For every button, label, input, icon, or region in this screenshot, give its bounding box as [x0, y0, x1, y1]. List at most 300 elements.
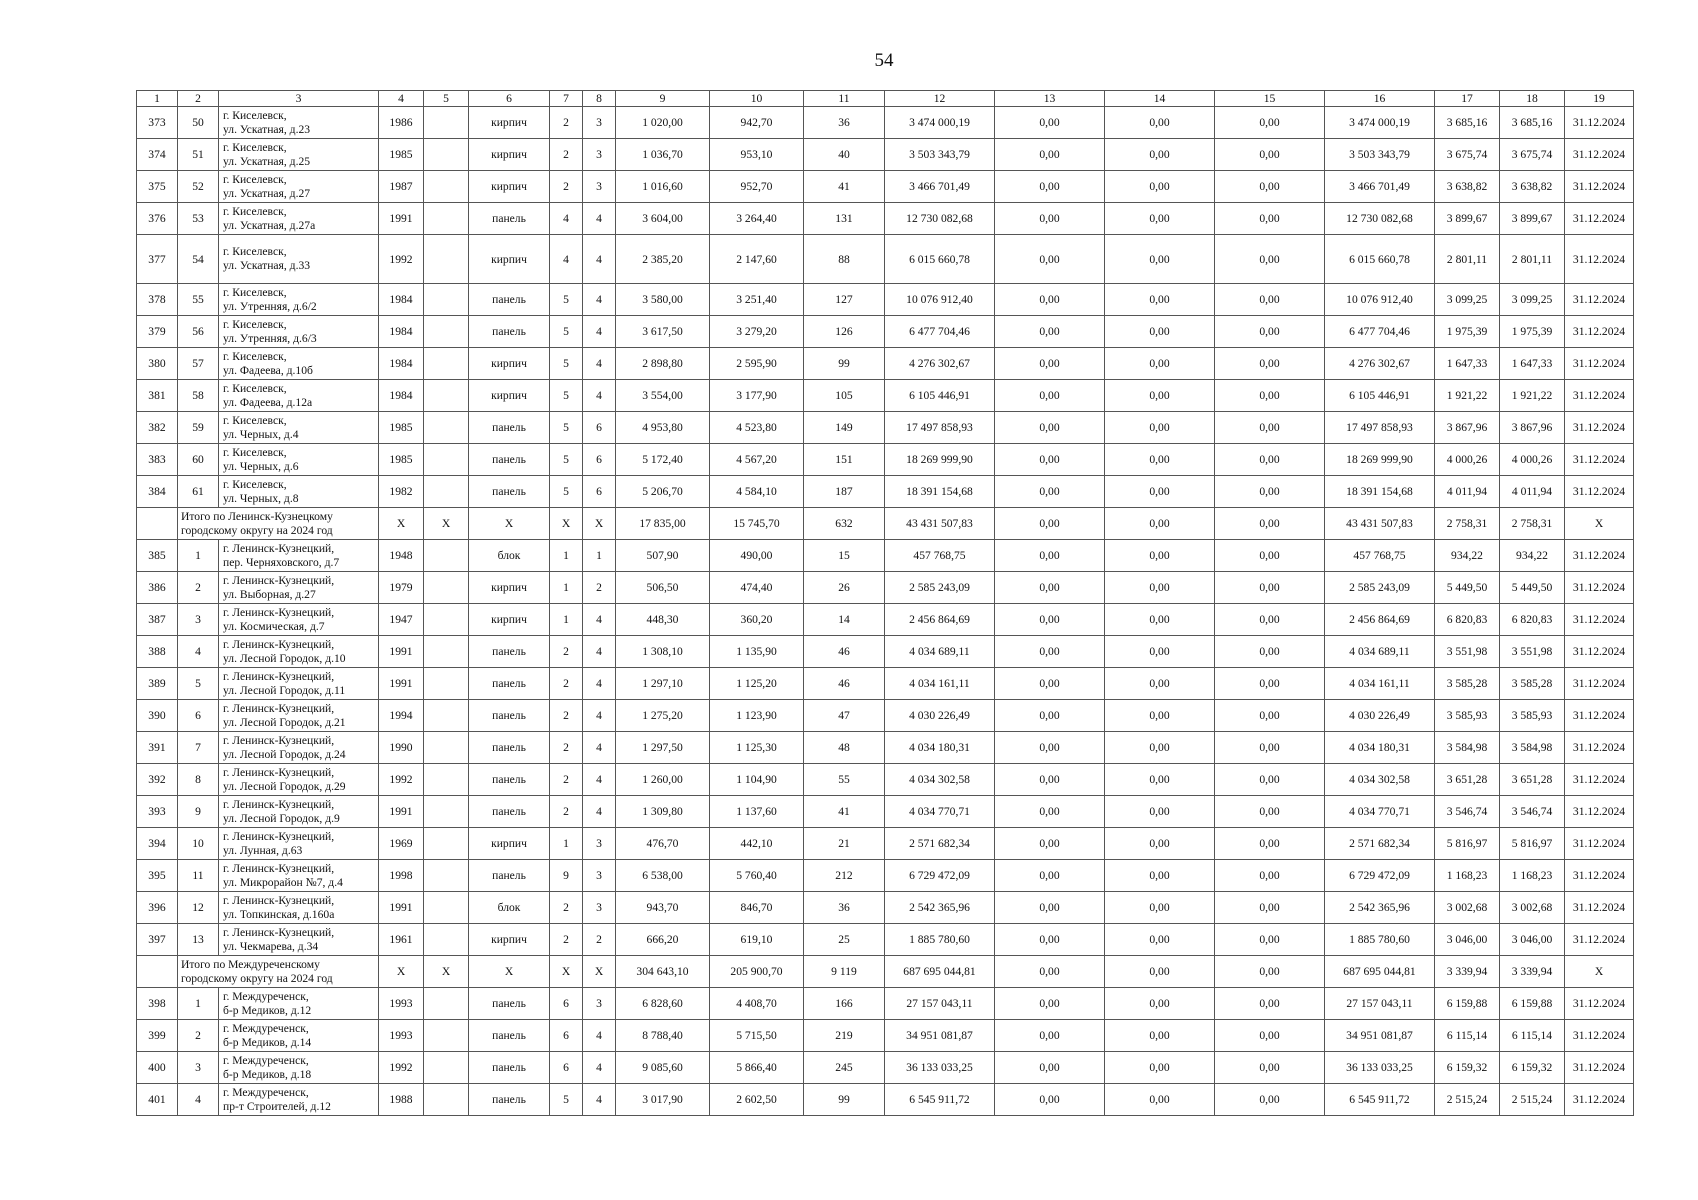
floors: 2 [550, 924, 583, 956]
row-number: 384 [137, 476, 178, 508]
total-area: 1 260,00 [616, 764, 710, 796]
residents: 25 [804, 924, 885, 956]
col5 [424, 476, 469, 508]
col16: 6 105 446,91 [1325, 380, 1435, 412]
index-in-district: 53 [178, 203, 219, 235]
total-area: 6 828,60 [616, 988, 710, 1020]
column-number: 13 [995, 91, 1105, 107]
index-in-district: 8 [178, 764, 219, 796]
row-number: 397 [137, 924, 178, 956]
index-in-district: 2 [178, 1020, 219, 1052]
year-built: 1992 [379, 764, 424, 796]
col13: 0,00 [995, 988, 1105, 1020]
table-row [137, 892, 1634, 924]
subtotal-label: Итого по Междуреченскому городскому округу на 2024 год [178, 956, 379, 988]
total-area: 17 835,00 [616, 508, 710, 540]
col5 [424, 828, 469, 860]
row-number: 393 [137, 796, 178, 828]
col15: 0,00 [1215, 764, 1325, 796]
row-number: 399 [137, 1020, 178, 1052]
address-street: ул. Ускатная, д.27 [223, 186, 311, 200]
address [219, 1052, 379, 1084]
index-in-district: 54 [178, 235, 219, 284]
col15: 0,00 [1215, 139, 1325, 171]
floors: 1 [550, 828, 583, 860]
col15: 0,00 [1215, 508, 1325, 540]
col15: 0,00 [1215, 796, 1325, 828]
col14: 0,00 [1105, 412, 1215, 444]
deadline: 31.12.2024 [1565, 988, 1634, 1020]
address-city: г. Междуреченск, [223, 1053, 309, 1067]
entrances: 4 [583, 235, 616, 284]
wall-material: X [469, 508, 550, 540]
residents: 36 [804, 892, 885, 924]
col13: 0,00 [995, 1084, 1105, 1116]
deadline: 31.12.2024 [1565, 476, 1634, 508]
floors: 5 [550, 380, 583, 412]
index-in-district: 61 [178, 476, 219, 508]
col15: 0,00 [1215, 171, 1325, 203]
col13: 0,00 [995, 316, 1105, 348]
col13: 0,00 [995, 348, 1105, 380]
year-built: 1991 [379, 668, 424, 700]
index-in-district: 11 [178, 860, 219, 892]
address-street: ул. Фадеева, д.12а [223, 395, 313, 409]
total-area: 8 788,40 [616, 1020, 710, 1052]
cost: 4 034 180,31 [885, 732, 995, 764]
address [219, 1020, 379, 1052]
column-number: 1 [137, 91, 178, 107]
living-area: 2 595,90 [710, 348, 804, 380]
year-built: 1991 [379, 892, 424, 924]
col5: X [424, 956, 469, 988]
address-street: ул. Ускатная, д.33 [223, 259, 311, 272]
deadline: 31.12.2024 [1565, 1020, 1634, 1052]
col14: 0,00 [1105, 1020, 1215, 1052]
col5 [424, 540, 469, 572]
wall-material: панель [469, 412, 550, 444]
address [219, 860, 379, 892]
wall-material: кирпич [469, 171, 550, 203]
table-row [137, 444, 1634, 476]
col14: 0,00 [1105, 107, 1215, 139]
wall-material: панель [469, 764, 550, 796]
living-area: 5 760,40 [710, 860, 804, 892]
col16: 2 571 682,34 [1325, 828, 1435, 860]
living-area: 442,10 [710, 828, 804, 860]
address [219, 284, 379, 316]
entrances: 4 [583, 316, 616, 348]
col15: 0,00 [1215, 604, 1325, 636]
col13: 0,00 [995, 203, 1105, 235]
wall-material: кирпич [469, 235, 550, 284]
col5 [424, 860, 469, 892]
wall-material: панель [469, 203, 550, 235]
total-area: 4 953,80 [616, 412, 710, 444]
year-built: 1982 [379, 476, 424, 508]
cost: 36 133 033,25 [885, 1052, 995, 1084]
col13: 0,00 [995, 764, 1105, 796]
col15: 0,00 [1215, 956, 1325, 988]
floors: 2 [550, 139, 583, 171]
address-city: г. Киселевск, [223, 172, 287, 186]
address-city: г. Ленинск-Кузнецкий, [223, 765, 335, 779]
deadline: 31.12.2024 [1565, 107, 1634, 139]
unit-cost-limit: 2 515,24 [1500, 1084, 1565, 1116]
deadline: 31.12.2024 [1565, 860, 1634, 892]
living-area: 1 104,90 [710, 764, 804, 796]
living-area: 952,70 [710, 171, 804, 203]
col16: 3 474 000,19 [1325, 107, 1435, 139]
residents: 632 [804, 508, 885, 540]
row-number: 373 [137, 107, 178, 139]
col16: 2 585 243,09 [1325, 572, 1435, 604]
unit-cost-limit: 3 675,74 [1500, 139, 1565, 171]
entrances: 4 [583, 636, 616, 668]
index-in-district: 3 [178, 1052, 219, 1084]
col16: 6 545 911,72 [1325, 1084, 1435, 1116]
year-built: 1985 [379, 444, 424, 476]
col14: 0,00 [1105, 988, 1215, 1020]
cost: 6 105 446,91 [885, 380, 995, 412]
subtotal-row [137, 956, 1634, 988]
col13: 0,00 [995, 636, 1105, 668]
unit-cost: 5 449,50 [1435, 572, 1500, 604]
address-street: ул. Ускатная, д.27а [223, 218, 316, 232]
table-row [137, 668, 1634, 700]
floors: 5 [550, 284, 583, 316]
address-city: г. Киселевск, [223, 381, 287, 395]
living-area: 1 125,20 [710, 668, 804, 700]
residents: 219 [804, 1020, 885, 1052]
entrances: 4 [583, 732, 616, 764]
unit-cost: 3 551,98 [1435, 636, 1500, 668]
floors: 1 [550, 604, 583, 636]
col16: 43 431 507,83 [1325, 508, 1435, 540]
residents: 131 [804, 203, 885, 235]
row-number: 381 [137, 380, 178, 412]
table-row [137, 796, 1634, 828]
col14: 0,00 [1105, 764, 1215, 796]
col14: 0,00 [1105, 636, 1215, 668]
table-row [137, 348, 1634, 380]
address-street: ул. Лунная, д.63 [223, 843, 303, 857]
col5 [424, 444, 469, 476]
wall-material: кирпич [469, 572, 550, 604]
deadline: 31.12.2024 [1565, 444, 1634, 476]
address-street: ул. Топкинская, д.160а [223, 907, 335, 921]
col16: 36 133 033,25 [1325, 1052, 1435, 1084]
living-area: 3 264,40 [710, 203, 804, 235]
column-number: 10 [710, 91, 804, 107]
residents: 99 [804, 1084, 885, 1116]
cost: 6 729 472,09 [885, 860, 995, 892]
floors: 2 [550, 796, 583, 828]
deadline: 31.12.2024 [1565, 700, 1634, 732]
residents: 151 [804, 444, 885, 476]
living-area: 3 279,20 [710, 316, 804, 348]
deadline: 31.12.2024 [1565, 235, 1634, 284]
col16: 6 729 472,09 [1325, 860, 1435, 892]
cost: 3 466 701,49 [885, 171, 995, 203]
unit-cost-limit: 934,22 [1500, 540, 1565, 572]
column-number: 3 [219, 91, 379, 107]
unit-cost: 6 820,83 [1435, 604, 1500, 636]
address-city: г. Ленинск-Кузнецкий, [223, 925, 335, 939]
col13: 0,00 [995, 1020, 1105, 1052]
wall-material: панель [469, 284, 550, 316]
address [219, 444, 379, 476]
table-row [137, 732, 1634, 764]
entrances: 4 [583, 1020, 616, 1052]
address-city: г. Междуреченск, [223, 1021, 309, 1035]
wall-material: кирпич [469, 828, 550, 860]
col13: 0,00 [995, 139, 1105, 171]
col15: 0,00 [1215, 235, 1325, 284]
col15: 0,00 [1215, 412, 1325, 444]
address [219, 988, 379, 1020]
year-built: 1969 [379, 828, 424, 860]
residents: 149 [804, 412, 885, 444]
table-body [137, 91, 1634, 1116]
wall-material: панель [469, 700, 550, 732]
table-row [137, 572, 1634, 604]
address-city: г. Киселевск, [223, 245, 287, 258]
cost: 4 276 302,67 [885, 348, 995, 380]
address [219, 107, 379, 139]
year-built: 1979 [379, 572, 424, 604]
col5 [424, 1052, 469, 1084]
address [219, 732, 379, 764]
living-area: 953,10 [710, 139, 804, 171]
col13: 0,00 [995, 956, 1105, 988]
residents: 245 [804, 1052, 885, 1084]
table-row [137, 235, 1634, 284]
table-row [137, 604, 1634, 636]
residents: 212 [804, 860, 885, 892]
col16: 6 015 660,78 [1325, 235, 1435, 284]
cost: 457 768,75 [885, 540, 995, 572]
address-street: ул. Черных, д.4 [223, 427, 299, 441]
deadline: 31.12.2024 [1565, 828, 1634, 860]
floors: 2 [550, 171, 583, 203]
address-city: г. Киселевск, [223, 204, 287, 218]
living-area: 1 135,90 [710, 636, 804, 668]
col14: 0,00 [1105, 203, 1215, 235]
col14: 0,00 [1105, 700, 1215, 732]
entrances: 2 [583, 572, 616, 604]
col13: 0,00 [995, 732, 1105, 764]
cost: 17 497 858,93 [885, 412, 995, 444]
floors: 1 [550, 540, 583, 572]
living-area: 1 137,60 [710, 796, 804, 828]
col15: 0,00 [1215, 1084, 1325, 1116]
col16: 4 034 770,71 [1325, 796, 1435, 828]
col13: 0,00 [995, 604, 1105, 636]
floors: 4 [550, 235, 583, 284]
unit-cost: 1 647,33 [1435, 348, 1500, 380]
year-built: 1987 [379, 171, 424, 203]
total-area: 1 297,10 [616, 668, 710, 700]
deadline: 31.12.2024 [1565, 572, 1634, 604]
table-row [137, 1084, 1634, 1116]
entrances: 4 [583, 764, 616, 796]
col16: 4 030 226,49 [1325, 700, 1435, 732]
living-area: 5 715,50 [710, 1020, 804, 1052]
empty-cell [137, 508, 178, 540]
residents: 166 [804, 988, 885, 1020]
residents: 15 [804, 540, 885, 572]
unit-cost: 6 159,32 [1435, 1052, 1500, 1084]
total-area: 5 206,70 [616, 476, 710, 508]
residents: 26 [804, 572, 885, 604]
address-city: г. Ленинск-Кузнецкий, [223, 637, 335, 651]
wall-material: блок [469, 540, 550, 572]
living-area: 15 745,70 [710, 508, 804, 540]
year-built: 1985 [379, 139, 424, 171]
floors: 2 [550, 732, 583, 764]
residents: 9 119 [804, 956, 885, 988]
col5 [424, 380, 469, 412]
col14: 0,00 [1105, 235, 1215, 284]
col15: 0,00 [1215, 203, 1325, 235]
col14: 0,00 [1105, 572, 1215, 604]
index-in-district: 4 [178, 636, 219, 668]
unit-cost: 4 000,26 [1435, 444, 1500, 476]
col13: 0,00 [995, 668, 1105, 700]
year-built: 1947 [379, 604, 424, 636]
row-number: 386 [137, 572, 178, 604]
year-built: 1986 [379, 107, 424, 139]
col14: 0,00 [1105, 284, 1215, 316]
deadline: 31.12.2024 [1565, 348, 1634, 380]
col15: 0,00 [1215, 284, 1325, 316]
column-number: 14 [1105, 91, 1215, 107]
row-number: 378 [137, 284, 178, 316]
col13: 0,00 [995, 700, 1105, 732]
entrances: 4 [583, 380, 616, 412]
col16: 18 269 999,90 [1325, 444, 1435, 476]
deadline: 31.12.2024 [1565, 892, 1634, 924]
total-area: 1 275,20 [616, 700, 710, 732]
unit-cost: 3 339,94 [1435, 956, 1500, 988]
year-built: 1998 [379, 860, 424, 892]
col16: 2 456 864,69 [1325, 604, 1435, 636]
unit-cost-limit: 5 816,97 [1500, 828, 1565, 860]
page-number: 54 [874, 50, 894, 71]
total-area: 1 309,80 [616, 796, 710, 828]
table-row [137, 107, 1634, 139]
row-number: 375 [137, 171, 178, 203]
unit-cost: 3 899,67 [1435, 203, 1500, 235]
wall-material: панель [469, 1052, 550, 1084]
total-area: 3 580,00 [616, 284, 710, 316]
address-street: ул. Лесной Городок, д.21 [223, 715, 346, 729]
address [219, 316, 379, 348]
address-street: ул. Чекмарева, д.34 [223, 939, 319, 953]
entrances: 4 [583, 1084, 616, 1116]
cost: 6 545 911,72 [885, 1084, 995, 1116]
row-number: 385 [137, 540, 178, 572]
deadline: 31.12.2024 [1565, 924, 1634, 956]
address-street: ул. Фадеева, д.10б [223, 363, 313, 377]
total-area: 1 308,10 [616, 636, 710, 668]
col5 [424, 572, 469, 604]
address-street: пр-т Строителей, д.12 [223, 1099, 331, 1113]
address [219, 380, 379, 412]
total-area: 1 297,50 [616, 732, 710, 764]
subtotal-label: Итого по Ленинск-Кузнецкому городскому округу на 2024 год [178, 508, 379, 540]
column-number: 8 [583, 91, 616, 107]
col13: 0,00 [995, 284, 1105, 316]
col15: 0,00 [1215, 924, 1325, 956]
col16: 4 276 302,67 [1325, 348, 1435, 380]
col5 [424, 1020, 469, 1052]
table-row [137, 412, 1634, 444]
col16: 3 466 701,49 [1325, 171, 1435, 203]
col16: 17 497 858,93 [1325, 412, 1435, 444]
col13: 0,00 [995, 107, 1105, 139]
col16: 12 730 082,68 [1325, 203, 1435, 235]
living-area: 5 866,40 [710, 1052, 804, 1084]
unit-cost-limit: 2 758,31 [1500, 508, 1565, 540]
address [219, 796, 379, 828]
col5 [424, 1084, 469, 1116]
residents: 14 [804, 604, 885, 636]
year-built: 1961 [379, 924, 424, 956]
unit-cost-limit: 6 820,83 [1500, 604, 1565, 636]
deadline: 31.12.2024 [1565, 732, 1634, 764]
entrances: X [583, 956, 616, 988]
address [219, 604, 379, 636]
address-city: г. Междуреченск, [223, 989, 309, 1003]
col13: 0,00 [995, 476, 1105, 508]
floors: 6 [550, 1052, 583, 1084]
deadline: 31.12.2024 [1565, 540, 1634, 572]
unit-cost: 6 159,88 [1435, 988, 1500, 1020]
cost: 687 695 044,81 [885, 956, 995, 988]
col16: 687 695 044,81 [1325, 956, 1435, 988]
col15: 0,00 [1215, 732, 1325, 764]
unit-cost-limit: 1 921,22 [1500, 380, 1565, 412]
housing-registry-table [136, 90, 1634, 1116]
col14: 0,00 [1105, 1084, 1215, 1116]
cost: 12 730 082,68 [885, 203, 995, 235]
floors: 5 [550, 348, 583, 380]
table-row [137, 171, 1634, 203]
table-row [137, 636, 1634, 668]
entrances: 3 [583, 828, 616, 860]
entrances: 4 [583, 700, 616, 732]
index-in-district: 13 [178, 924, 219, 956]
address-street: ул. Микрорайон №7, д.4 [223, 875, 343, 889]
deadline: 31.12.2024 [1565, 604, 1634, 636]
row-number: 383 [137, 444, 178, 476]
unit-cost-limit: 5 449,50 [1500, 572, 1565, 604]
residents: 48 [804, 732, 885, 764]
col14: 0,00 [1105, 860, 1215, 892]
wall-material: панель [469, 988, 550, 1020]
col13: 0,00 [995, 235, 1105, 284]
column-number: 5 [424, 91, 469, 107]
cost: 4 034 302,58 [885, 764, 995, 796]
col13: 0,00 [995, 796, 1105, 828]
entrances: 6 [583, 412, 616, 444]
address-city: г. Ленинск-Кузнецкий, [223, 829, 335, 843]
deadline: 31.12.2024 [1565, 412, 1634, 444]
living-area: 4 408,70 [710, 988, 804, 1020]
total-area: 1 036,70 [616, 139, 710, 171]
